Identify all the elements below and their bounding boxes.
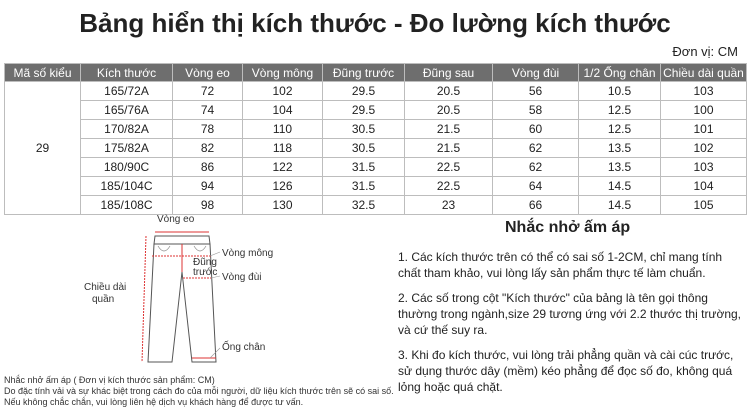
reminder-line: chất tham khảo, vui lòng lấy sản phẩm thực tế làm chuẩn. xyxy=(398,266,706,280)
table-cell: 56 xyxy=(493,82,579,101)
table-cell: 130 xyxy=(243,196,323,215)
table-cell: 12.5 xyxy=(579,120,661,139)
table-cell: 30.5 xyxy=(323,139,405,158)
header-hip: Vòng mông xyxy=(243,64,323,82)
table-row xyxy=(5,139,747,158)
table-cell: 185/104C xyxy=(81,177,173,196)
table-cell: 101 xyxy=(661,120,747,139)
table-cell: 82 xyxy=(173,139,243,158)
header-back-rise: Đũng sau xyxy=(405,64,493,82)
table-header-row xyxy=(5,64,747,82)
table-cell: 22.5 xyxy=(405,158,493,177)
label-front-rise-1: Đũng xyxy=(193,257,217,268)
table-cell: 14.5 xyxy=(579,177,661,196)
reminder-line: sử dụng thước dây (mềm) kéo phẳng để đọc số đo, không quá xyxy=(398,364,733,378)
trouser-diagram xyxy=(70,212,310,372)
table-row xyxy=(5,158,747,177)
table-cell: 10.5 xyxy=(579,82,661,101)
table-cell: 20.5 xyxy=(405,101,493,120)
label-length-2: quần xyxy=(92,294,115,305)
reminder-line: 3. Khi đo kích thước, vui lòng trải phẳng quần và cài cúc trước, xyxy=(398,348,734,362)
table-cell: 23 xyxy=(405,196,493,215)
note-line: Do đặc tính vải và sự khác biệt trong cách đo của mỗi người, dữ liệu kích thước trên sẽ có sai số. xyxy=(4,386,394,396)
table-cell: 105 xyxy=(661,196,747,215)
table-cell: 22.5 xyxy=(405,177,493,196)
table-cell: 60 xyxy=(493,120,579,139)
table-cell: 180/90C xyxy=(81,158,173,177)
header-size: Kích thước xyxy=(81,64,173,82)
table-cell: 94 xyxy=(173,177,243,196)
table-cell: 74 xyxy=(173,101,243,120)
header-length: Chiều dài quần xyxy=(661,64,747,82)
table-cell: 30.5 xyxy=(323,120,405,139)
header-waist: Vòng eo xyxy=(173,64,243,82)
table-cell: 118 xyxy=(243,139,323,158)
label-waist: Vòng eo xyxy=(157,214,195,225)
label-leg-opening: Ống chân xyxy=(222,342,266,353)
table-cell: 62 xyxy=(493,139,579,158)
table-cell: 170/82A xyxy=(81,120,173,139)
table-cell: 32.5 xyxy=(323,196,405,215)
table-cell: 185/108C xyxy=(81,196,173,215)
table-row xyxy=(5,177,747,196)
style-code-cell: 29 xyxy=(5,82,81,215)
table-cell: 122 xyxy=(243,158,323,177)
table-cell: 98 xyxy=(173,196,243,215)
table-cell: 13.5 xyxy=(579,139,661,158)
page-title: Bảng hiển thị kích thước - Đo lường kích thước xyxy=(79,8,671,38)
table-cell: 100 xyxy=(661,101,747,120)
table-cell: 102 xyxy=(243,82,323,101)
table-cell: 103 xyxy=(661,158,747,177)
header-style-code: Mã số kiểu xyxy=(5,64,81,82)
reminder-title: Nhắc nhở ấm áp xyxy=(505,219,631,236)
table-cell: 104 xyxy=(243,101,323,120)
table-cell: 29.5 xyxy=(323,82,405,101)
table-cell: 175/82A xyxy=(81,139,173,158)
reminder-line: và cứ thế suy ra. xyxy=(398,323,488,337)
header-front-rise: Đũng trước xyxy=(323,64,405,82)
label-thigh: Vòng đùi xyxy=(222,272,262,283)
size-table xyxy=(4,63,747,215)
table-cell: 21.5 xyxy=(405,120,493,139)
table-cell: 12.5 xyxy=(579,101,661,120)
table-cell: 165/76A xyxy=(81,101,173,120)
reminder-line: 1. Các kích thước trên có thể có sai số 1-2CM, chỉ mang tính xyxy=(398,250,723,264)
measurement-note xyxy=(4,375,394,408)
label-front-rise-2: trước xyxy=(193,267,218,278)
table-cell: 64 xyxy=(493,177,579,196)
table-cell: 102 xyxy=(661,139,747,158)
reminder-item-2 xyxy=(398,290,748,338)
table-cell: 103 xyxy=(661,82,747,101)
table-cell: 66 xyxy=(493,196,579,215)
table-cell: 31.5 xyxy=(323,158,405,177)
unit-label: Đơn vị: CM xyxy=(672,44,738,59)
reminder-item-3 xyxy=(398,347,748,395)
table-cell: 72 xyxy=(173,82,243,101)
table-cell: 31.5 xyxy=(323,177,405,196)
reminder-line: lỏng hoặc quá chặt. xyxy=(398,380,503,394)
table-cell: 20.5 xyxy=(405,82,493,101)
table-cell: 21.5 xyxy=(405,139,493,158)
header-leg-opening: 1/2 Ống chân xyxy=(579,64,661,82)
reminder-item-1 xyxy=(398,249,748,281)
note-line: Nếu không chắc chắn, vui lòng liên hệ dịch vụ khách hàng để được tư vấn. xyxy=(4,397,304,407)
table-row xyxy=(5,101,747,120)
table-row xyxy=(5,120,747,139)
table-row xyxy=(5,82,747,101)
table-cell: 86 xyxy=(173,158,243,177)
table-cell: 165/72A xyxy=(81,82,173,101)
table-cell: 13.5 xyxy=(579,158,661,177)
table-cell: 110 xyxy=(243,120,323,139)
reminder-line: thường trong ngành,size 29 tương ứng với 2.2 thước thị trường, xyxy=(398,307,742,321)
header-thigh: Vòng đùi xyxy=(493,64,579,82)
note-line: Nhắc nhở ấm áp ( Đơn vị kích thước sản phẩm: CM) xyxy=(4,375,215,385)
label-length-1: Chiều dài xyxy=(84,282,127,293)
table-cell: 126 xyxy=(243,177,323,196)
table-cell: 104 xyxy=(661,177,747,196)
label-hip: Vòng mông xyxy=(222,248,274,259)
table-cell: 62 xyxy=(493,158,579,177)
reminder-line: 2. Các số trong cột "Kích thước" của bảng là tên gọi thông xyxy=(398,291,708,305)
table-cell: 29.5 xyxy=(323,101,405,120)
table-cell: 58 xyxy=(493,101,579,120)
table-cell: 14.5 xyxy=(579,196,661,215)
table-cell: 78 xyxy=(173,120,243,139)
